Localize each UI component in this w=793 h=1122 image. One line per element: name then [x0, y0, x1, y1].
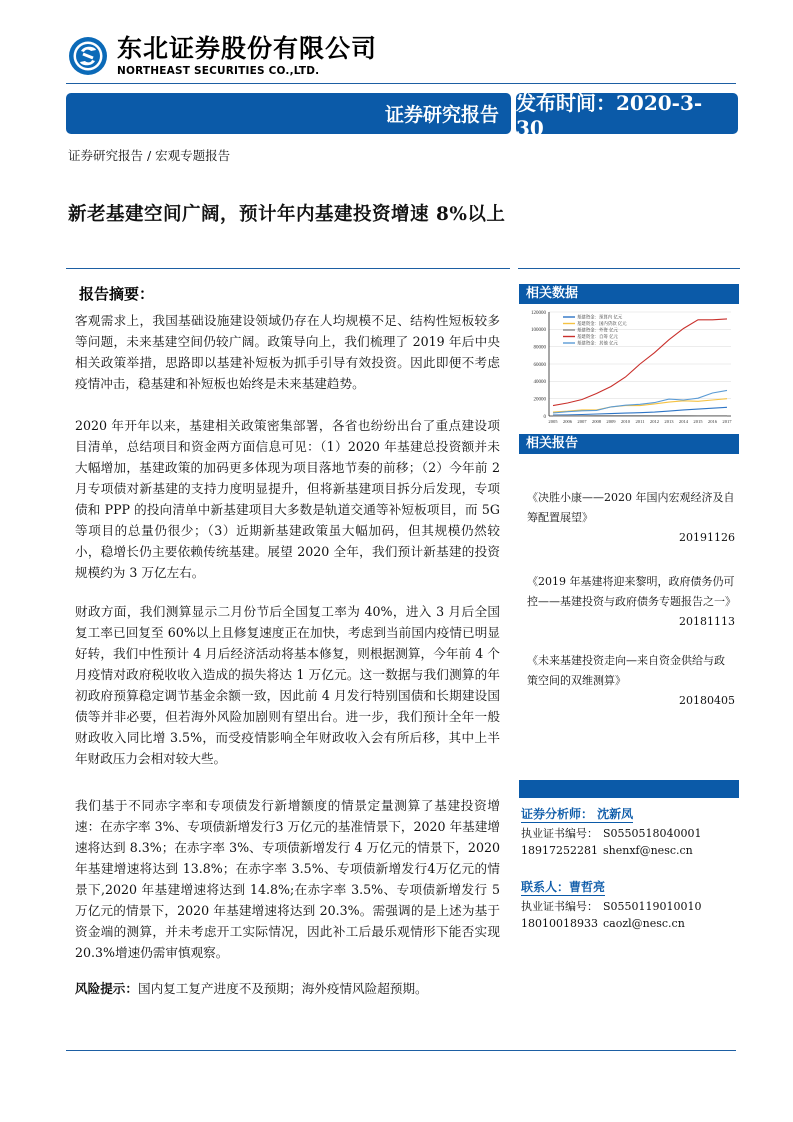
x-tick-label: 2013	[664, 419, 674, 424]
x-tick-label: 2014	[678, 419, 689, 424]
publish-date-label: 发布时间：2020-3-30	[516, 91, 703, 140]
x-tick-label: 2012	[649, 419, 660, 424]
sidebar-divider	[518, 268, 740, 269]
report-date: 20181113	[679, 615, 735, 628]
x-tick-label: 2016	[707, 419, 718, 424]
x-tick-label: 2010	[620, 419, 631, 424]
legend-label: 基建资金：自筹 亿元	[577, 335, 618, 341]
related-reports-heading: 相关报告	[519, 434, 739, 454]
summary-paragraph-1: 客观需求上，我国基础设施建设领域仍存在人均规模不足、结构性短板较多等问题，未来基建空间仍较广阔。政策导向上，我们梳理了 2019 年后中央相关政策举措，思路即以基建补短板为抓手引导有效投资。因此即便不考虑疫情冲击，稳基建和补短板也始终是未来基建趋势。	[75, 313, 500, 391]
report-title-link[interactable]: 《决胜小康——2020 年国内宏观经济及自筹配置展望》	[527, 491, 735, 524]
x-tick-label: 2011	[635, 419, 645, 424]
cert-number: S0550119010010	[603, 900, 702, 913]
legend-label: 基建资金：预算内 亿元	[577, 315, 623, 321]
y-tick-label: 0	[543, 414, 546, 420]
y-tick-label: 100000	[531, 328, 546, 334]
x-tick-label: 2007	[577, 419, 587, 424]
risk-label: 风险提示：	[75, 981, 138, 996]
x-tick-label: 2015	[693, 419, 703, 424]
publish-date-banner	[516, 91, 738, 140]
breadcrumb: 证券研究报告 / 宏观专题报告	[68, 148, 231, 163]
cert-label: 执业证书编号：	[521, 900, 598, 913]
report-title-link[interactable]: 《2019 年基建将迎来黎明，政府债务仍可控——基建投资与政府债务专题报告之一》	[527, 575, 736, 608]
summary-heading: 报告摘要：	[79, 285, 155, 303]
x-tick-label: 2009	[606, 419, 616, 424]
y-tick-label: 20000	[533, 397, 546, 403]
summary-paragraph-4: 我们基于不同赤字率和专项债发行新增额度的情景定量测算了基建投资增速：在赤字率 3%、专项债新增发行3 万亿元的基准情景下，2020 年基建增速将达到 8.3%；在赤字率 3%、专项债新增发行 4 万亿元的情景下，2020 年基建增速将达到 13.8%；在赤字率 3.5%、专项债新增发行4万亿元的情景下,2020 年基建增速将达到 14.8%;在赤字率 3.5%、专项债新增发行 5 万亿元的情景下，2020 年基建增速将达到 20.3%。需强调的是上述为基于资金端的测算，并未考虑开工实际情况，因此补工后最乐观情形下能否实现 20.3%增速仍需审慎观察。	[75, 798, 500, 960]
legend-label: 基建资金：外资 亿元	[577, 328, 618, 334]
report-title: 新老基建空间广阔，预计年内基建投资增速 8%以上	[68, 204, 506, 225]
company-name-cn: 东北证券股份有限公司	[117, 34, 378, 63]
cert-label: 执业证书编号：	[521, 827, 598, 840]
y-tick-label: 60000	[533, 362, 546, 368]
x-tick-label: 2017	[722, 419, 732, 424]
contact-name: 联系人：曹哲亮	[521, 880, 606, 894]
cert-number: S0550518040001	[603, 827, 702, 840]
y-tick-label: 40000	[533, 380, 546, 386]
email-link[interactable]: shenxf@nesc.cn	[603, 844, 693, 857]
y-tick-label: 120000	[531, 310, 546, 316]
report-type-label: 证券研究报告	[384, 104, 499, 126]
x-tick-label: 2008	[591, 419, 602, 424]
y-tick-label: 80000	[533, 345, 546, 351]
risk-text: 国内复工复产进度不及预期；海外疫情风险超预期。	[137, 981, 428, 996]
footer-divider	[66, 1050, 736, 1051]
phone: 18010018933	[521, 917, 598, 930]
report-title-link[interactable]: 《未来基建投资走向—来自资金供给与政策空间的双维测算》	[527, 654, 725, 687]
contacts-heading-bar	[519, 780, 739, 798]
risk-warning	[75, 978, 428, 997]
phone: 18917252281	[521, 844, 598, 857]
legend-label: 基建资金：其他 亿元	[577, 341, 618, 347]
analyst-contact	[521, 806, 736, 859]
related-report-item[interactable]	[527, 651, 735, 711]
title-divider	[66, 268, 510, 269]
summary-paragraph-3: 财政方面，我们测算显示二月份节后全国复工率为 40%，进入 3 月后全国复工率已回复至 60%以上且修复速度正在加快，考虑到当前国内疫情已明显好转，我们中性预计 4 月后经济活动将基本修复，则根据测算，今年前 4 个月疫情对政府税收收入造成的损失将达 1 万亿元。这一数据与我们测算的年初政府预算稳定调节基金余额一致，因此前 4 月发行特别国债和长期建设国债等并非必要，但若海外风险加剧则有望出台。进一步，我们预计全年一般财政收入同比增 3.5%，而受疫情影响全年财政收入会有所后移，其中上半年财政压力会相对较大些。	[75, 604, 500, 766]
report-date: 20191126	[679, 531, 735, 544]
header-divider	[66, 83, 736, 84]
northeast-securities-logo-icon	[68, 36, 108, 76]
x-tick-label: 2006	[562, 419, 573, 424]
report-date: 20180405	[679, 694, 735, 707]
legend-label: 基建资金：国内贷款 亿元	[577, 322, 627, 328]
company-name-en: NORTHEAST SECURITIES CO.,LTD.	[117, 65, 320, 77]
related-report-item[interactable]	[527, 572, 735, 632]
x-tick-label: 2005	[548, 419, 558, 424]
related-data-heading: 相关数据	[519, 284, 739, 304]
report-type-banner	[66, 93, 511, 134]
analyst-name: 证券分析师： 沈新凤	[521, 807, 634, 821]
email-link[interactable]: caozl@nesc.cn	[603, 917, 685, 930]
infrastructure-funding-chart	[519, 306, 741, 428]
summary-paragraph-2: 2020 年开年以来，基建相关政策密集部署，各省也纷纷出台了重点建设项目清单，总结项目和资金两方面信息可见：（1）2020 年基建总投资额并未大幅增加，基建政策的加码更多体现为项目落地节奏的前移；（2）今年前 2 月专项债对新基建的支持力度明显提升，但将新基建项目拆分后发现，专项债和 PPP 的投向清单中新基建项目大多数是轨道交通等补短板项目，而 5G 等项目的总量仍很少；（3）近期新基建政策虽大幅加码，但其规模仍然较小，稳增长仍主要依赖传统基建。展望 2020 全年，我们预计新基建的投资规模约为 3 万亿左右。	[75, 418, 500, 580]
contact-person	[521, 879, 736, 932]
related-report-item[interactable]	[527, 488, 735, 548]
